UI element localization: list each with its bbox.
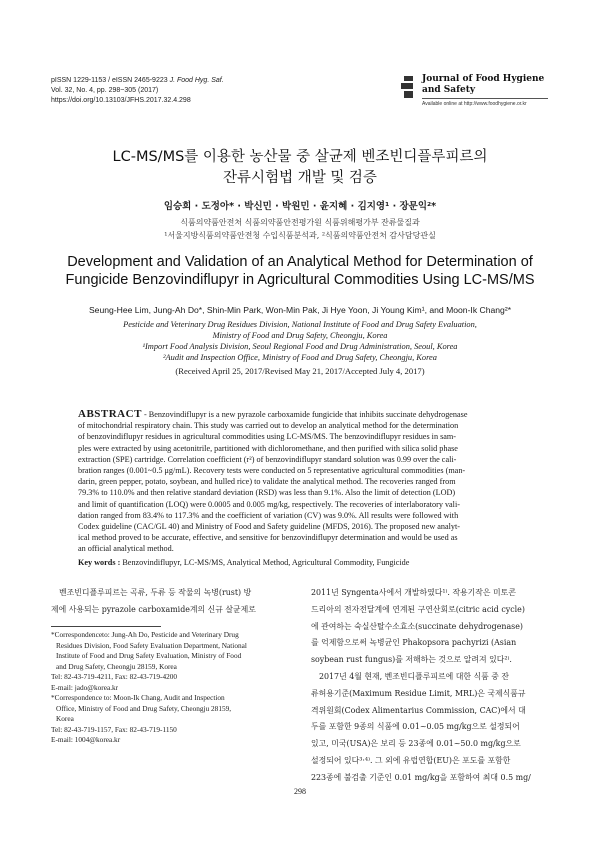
abstract-heading: ABSTRACT: [78, 408, 142, 420]
korean-authors: 임승희 · 도정아* · 박신민 · 박원민 · 윤지혜 · 김지영¹ · 장문익²*: [163, 201, 437, 212]
footnote-divider: [51, 626, 161, 627]
english-title: Development and Validation of an Analytical Method for Determination of Fungicide Benzovindiflupyr in Agricultural Commodities Using LC-MS/MS: [65, 254, 535, 288]
received-dates: (Received April 25, 2017/Revised May 21, 2017/Accepted July 4, 2017): [175, 366, 425, 376]
article-meta: [51, 76, 224, 106]
keywords: [78, 558, 522, 567]
journal-logo-icon: [400, 76, 414, 98]
korean-title: LC-MS/MS를 이용한 농산물 중 살균제 벤조빈디플루피르의 잔류시험법 개발 및 검증: [112, 149, 488, 186]
journal-name: Journal of Food Hygiene and Safety: [422, 74, 545, 95]
issn-line: pISSN 1229-1153 / eISSN 2465-9223 J. Food Hyg. Saf.: [51, 77, 224, 84]
volume-line: Vol. 32, No. 4, pp. 298~305 (2017): [51, 87, 159, 94]
body-left-column: 벤조빈디플루피르는 곡류, 두류 등 작물의 녹병(rust) 방 제에 사용되는 pyrazole carboxamide계의 신규 살균제로: [51, 588, 256, 614]
english-affiliations: Pesticide and Veterinary Drug Residues Division, National Institute of Food and Drug Safety Evaluation, Ministry of Food and Drug Safety, Cheongju, Korea ¹Import Food Analysis Division, Seoul Regional Food and Drug Administration, Seoul, Korea ²Audit and Inspection Office, Ministry of Food and Drug Safety, Cheongju, Korea: [123, 320, 477, 362]
doi-link[interactable]: https://doi.org/10.13103/JFHS.2017.32.4.298: [51, 97, 191, 104]
journal-url[interactable]: Available online at http://www.foodhygiene.or.kr: [422, 101, 527, 107]
page-number: 298: [294, 787, 306, 796]
english-authors: Seung-Hee Lim, Jung-Ah Do*, Shin-Min Park, Won-Min Pak, Ji Hye Yoon, Ji Young Kim¹, and Moon-Ik Chang²*: [88, 305, 512, 315]
body-right-column: 2011년 Syngenta사에서 개발하였다¹⁾. 작용기작은 미토콘 드리아의 전자전달계에 연계된 구연산회로(citric acid cycle) 에 관여하는 숙실산탈수소효소(succinate dehydrogenase) 를 억제함으로써 녹병균인 Phakopsora pachyrizi (Asian soybean rust fungus)를 저해하는 것으로 알려져 있다²⁾. 2017년 4월 현재, 벤조빈디플루피르에 대한 식품 중 잔 류허용기준(Maximum Residue Limit, MRL)은 국제식품규 격위원회(Codex Alimentarius Commission, CAC)에서 대 두를 포함한 9종의 식품에 0.01~0.05 mg/kg으로 설정되어 있고, 미국(USA)은 보리 등 23종에 0.01~50.0 mg/kg으로 설정되어 있다³·⁴⁾. 그 외에 유럽연합(EU)은 포도를 포함한 223종에 불검출 기준인 0.01 mg/kg을 포함하여 최대 0.5 mg/: [311, 588, 531, 782]
abstract: ABSTRACT - Benzovindiflupyr is a new pyrazole carboxamide fungicide that inhibits succinate dehydrogenase of mitochondrial respiratory chain. This study was carried out to develop an analytical method for the determination of benzovindiflupyr residues in agricultural commodities using LC-MS/MS. The benzovindiflupyr residues in sam- ples were extracted by using acetonitrile, partitioned with dichloromethane, and then purified with silica solid phase extraction (SPE) cartridge. Correlation coefficient (r²) of benzovindiflupyr standard solution was 0.99 over the cali- bration ranges (0.001~0.5 μg/mL). Recovery tests were conducted on 5 representative agricultural commodities (man- darin, green pepper, potato, soybean, and hulled rice) to validate the analytical method. The recoveries ranged from 79.3% to 110.0% and then relative standard deviation (RSD) was less than 9.1%. Also the limit of detection (LOD) and limit of quantification (LOQ) were 0.0005 and 0.005 mg/kg, respectively. The recoveries of interlaboratory vali- dation ranged from 83.4% to 117.3% and the coefficient of variation (CV) was 9.0%. All results were followed with Codex guideline (CAC/GL 40) and Ministry of Food and Safety guideline (MFDS, 2016). The proposed new analyt- ical method proved to be accurate, effective, and sensitive for benzovindiflupyr determination and would be used as an official analytical method.: [78, 408, 468, 554]
korean-affiliations: 식품의약품안전처 식품의약품안전평가원 식품위해평가부 잔류물질과 ¹서울지방식품의약품안전청 수입식품분석과, ²식품의약품안전처 감사담당관실: [164, 218, 436, 240]
journal-logo: [400, 74, 550, 116]
logo-divider: [422, 98, 548, 99]
keywords-label: Key words :: [78, 558, 121, 567]
correspondence-footnotes: *Correspondenceto: Jung-Ah Do, Pesticide and Veterinary Drug Residues Division, Food Safety Evaluation Department, National Institute of Food and Drug Safety Evaluation, Ministry of Food and Drug Safety, Cheongju 28159, Korea Tel: 82-43-719-4211, Fax: 82-43-719-4200 E-mail: jado@korea.kr *Correspondence to: Moon-Ik Chang, Audit and Inspection Office, Ministry of Food and Drug Safety, Cheongju 28159, Korea Tel: 82-43-719-1157, Fax: 82-43-719-1150 E-mail: 1004@korea.kr: [51, 630, 247, 744]
keywords-list: Benzovindiflupyr, LC-MS/MS, Analytical Method, Agricultural Commodity, Fungicide: [120, 558, 410, 567]
